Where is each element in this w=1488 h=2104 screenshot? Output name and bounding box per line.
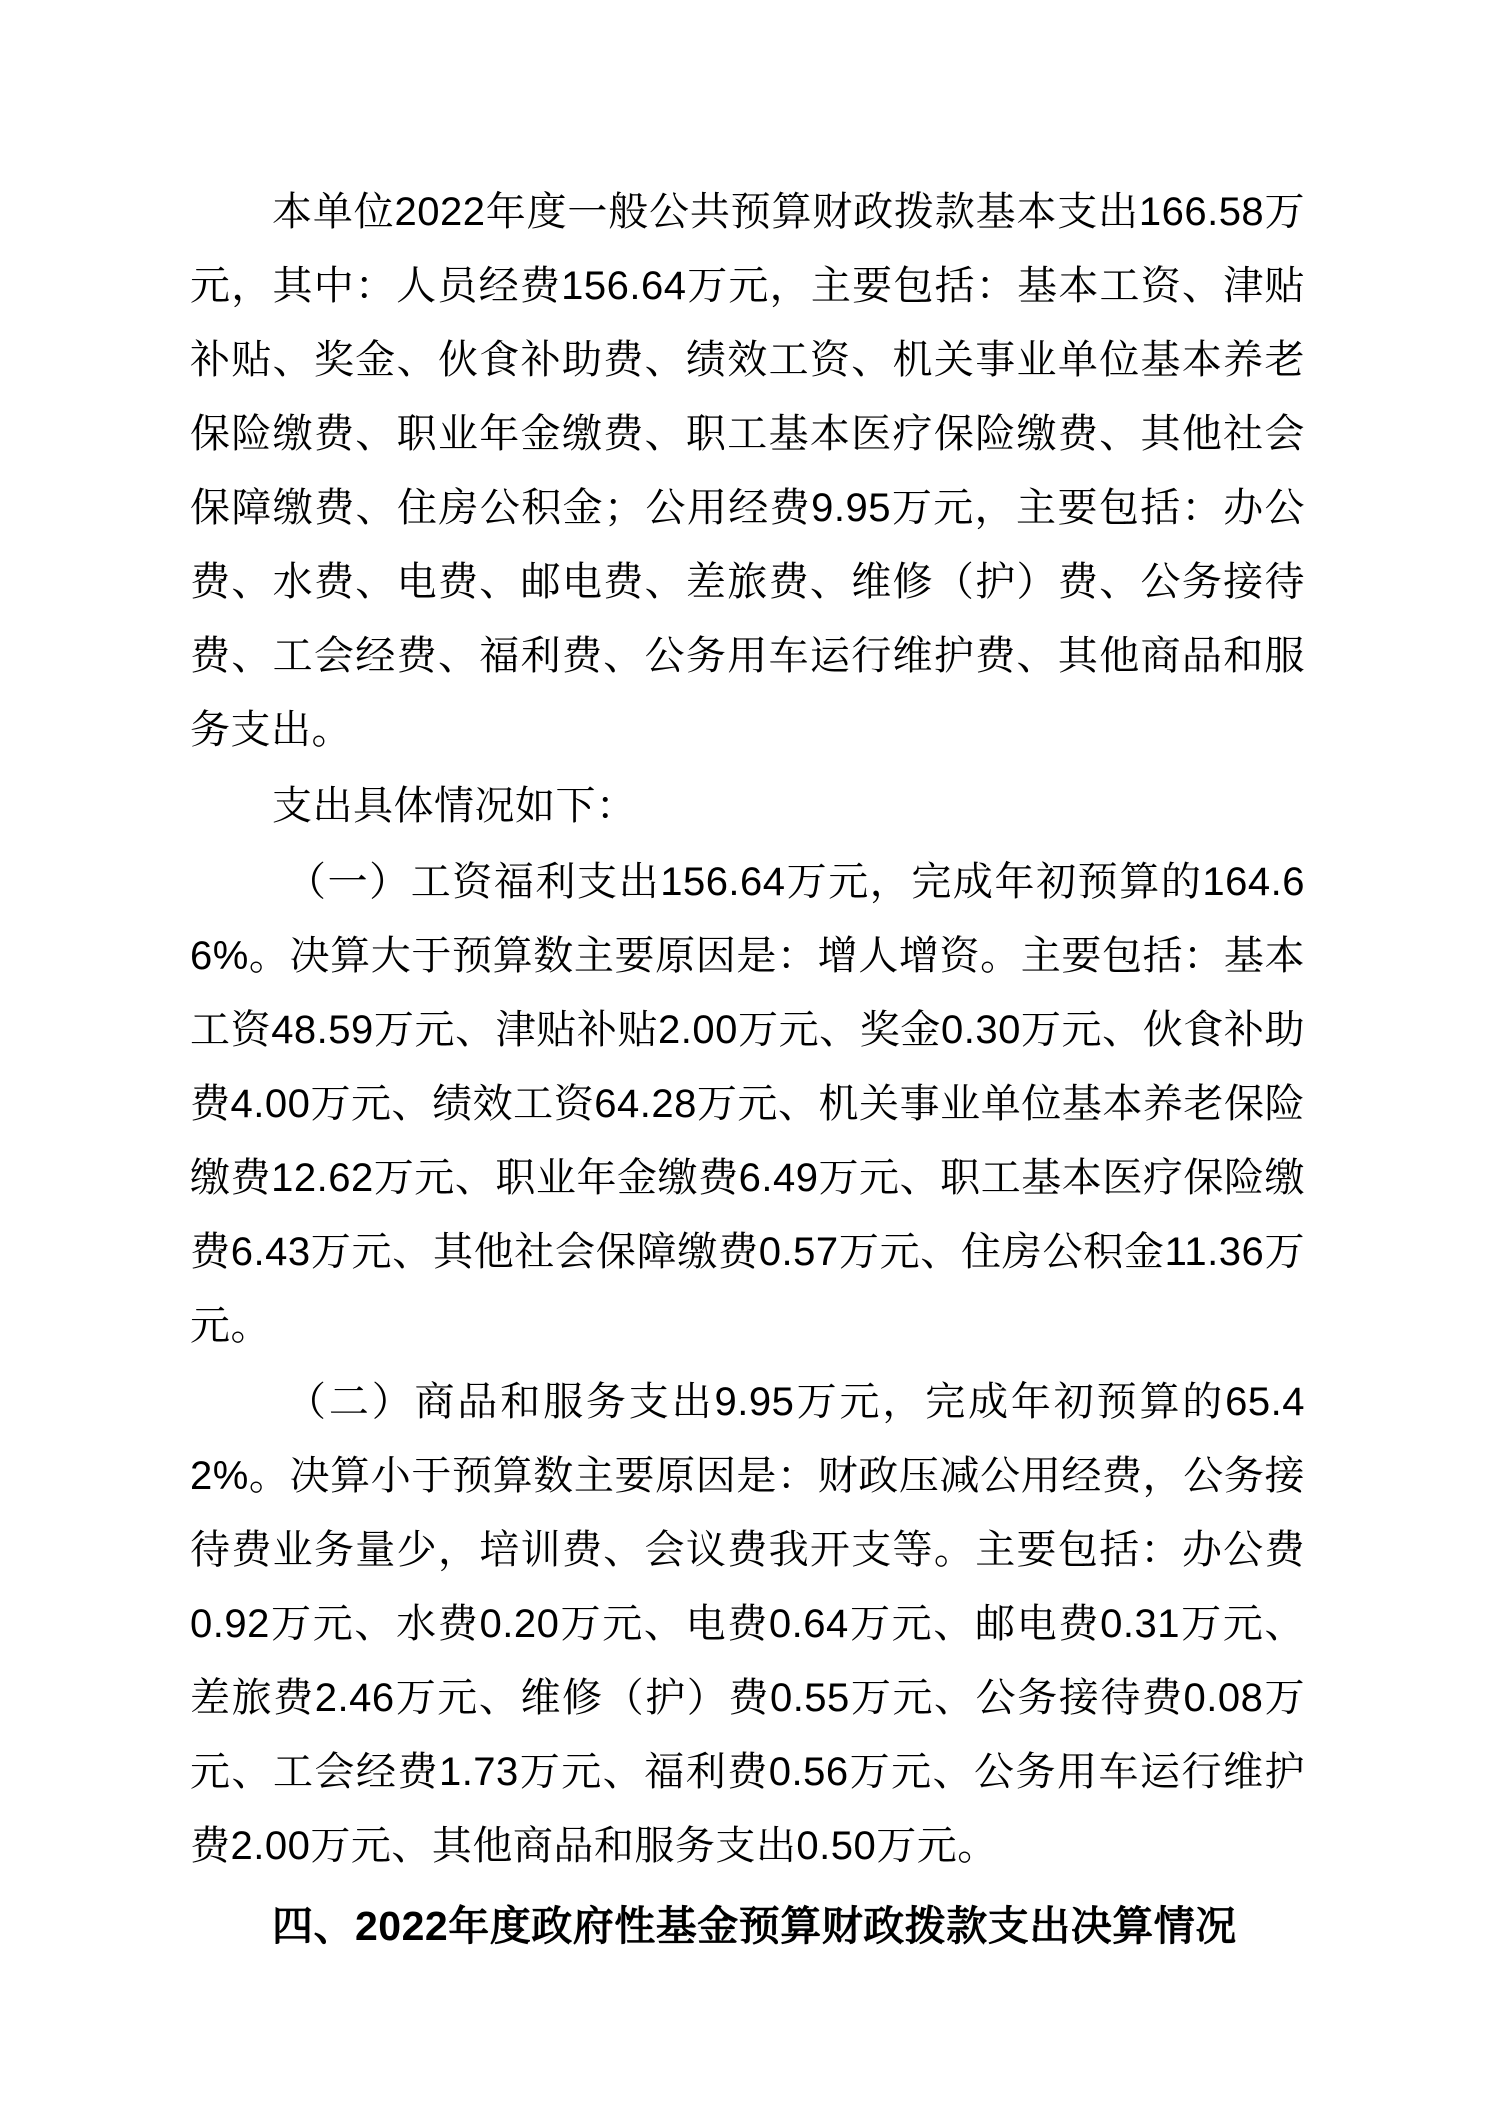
section-four-heading: 四、2022年度政府性基金预算财政拨款支出决算情况 xyxy=(272,1903,1237,1949)
paragraph-item-one-salary-welfare: （一）工资福利支出156.64万元，完成年初预算的164.66%。决算大于预算数主要原因是：增人增资。主要包括：基本工资48.59万元、津贴补贴2.00万元、奖金0.30万元、伙食补助费4.00万元、绩效工资64.28万元、机关事业单位基本养老保险缴费12.62万元、职业年金缴费6.49万元、职工基本医疗保险缴费6.43万元、其他社会保障缴费0.57万元、住房公积金11.36万元。 xyxy=(190,860,1305,1348)
document-body xyxy=(190,175,1305,1963)
paragraph-item-two-goods-services: （二）商品和服务支出9.95万元，完成年初预算的65.42%。决算小于预算数主要原因是：财政压减公用经费，公务接待费业务量少，培训费、会议费我开支等。主要包括：办公费0.92万元、水费0.20万元、电费0.64万元、邮电费0.31万元、差旅费2.46万元、维修（护）费0.55万元、公务接待费0.08万元、工会经费1.73万元、福利费0.56万元、公务用车运行维护费2.00万元、其他商品和服务支出0.50万元。 xyxy=(190,1380,1305,1868)
paragraph-expenditure-detail-lead: 支出具体情况如下： xyxy=(272,784,637,828)
paragraph-basic-expenditure-overview: 本单位2022年度一般公共预算财政拨款基本支出166.58万元，其中：人员经费156.64万元，主要包括：基本工资、津贴补贴、奖金、伙食补助费、绩效工资、机关事业单位基本养老保险缴费、职业年金缴费、职工基本医疗保险缴费、其他社会保障缴费、住房公积金；公用经费9.95万元，主要包括：办公费、水费、电费、邮电费、差旅费、维修（护）费、公务接待费、工会经费、福利费、公务用车运行维护费、其他商品和服务支出。 xyxy=(190,190,1305,752)
